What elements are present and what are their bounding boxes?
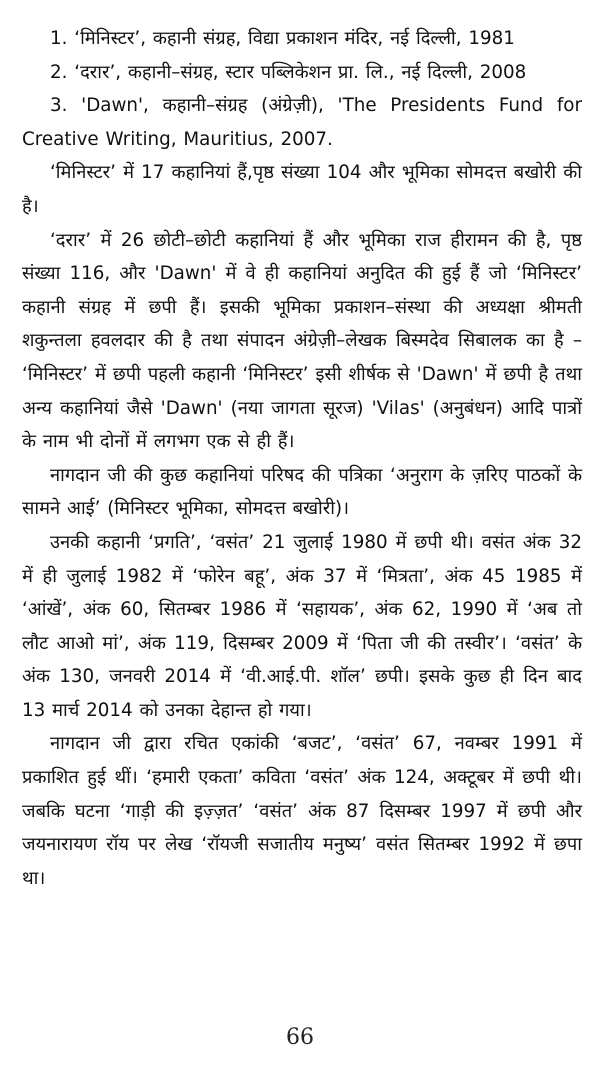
- paragraph-plays-poems: नागदान जी द्वारा रचित एकांकी ‘बजट’, ‘वसंत’ 67, नवम्बर 1991 में प्रकाशित हुई थीं। ‘हमारी एकता’ कविता ‘वसंत’ अंक 124, अक्टूबर में छपी थी। जबकि घटना ‘गाड़ी की इज़्ज़त’ ‘वसंत’ अंक 87 दिसम्बर 1997 में छपी और जयनारायण रॉय पर लेख ‘रॉयजी सजातीय मनुष्य’ वसंत सितम्बर 1992 में छपा था।: [22, 733, 582, 889]
- page-body: [22, 22, 582, 895]
- paragraph-anurag: नागदान जी की कुछ कहानियां परिषद की पत्रिका ‘अनुराग के ज़रिए पाठकों के सामने आई’ (मिनिस्टर भूमिका, सोमदत्त बखोरी)।: [22, 464, 582, 520]
- page-number: 66: [286, 1025, 314, 1050]
- paragraph-minister-summary: ‘मिनिस्टर’ में 17 कहानियां हैं,पृष्ठ संख्या 104 और भूमिका सोमदत्त बखोरी की है।: [22, 162, 582, 217]
- reference-item-3: 3. 'Dawn', कहानी–संग्रह (अंग्रेज़ी), 'The Presidents Fund for Creative Writing, Mauritius, 2007.: [22, 95, 582, 150]
- paragraph-darar-dawn: ‘दरार’ में 26 छोटी–छोटी कहानियां हैं और भूमिका राज हीरामन की है, पृष्ठ संख्या 116, और 'Dawn' में वे ही कहानियां अनुदित की हुई हैं जो ‘मिनिस्टर’ कहानी संग्रह में छपी हैं। इसकी भूमिका प्रकाशन–संस्था की अध्यक्षा श्रीमती शकुन्तला हवलदार की है तथा संपादन अंग्रेज़ी–लेखक बिस्मदेव सिबालक का है – ‘मिनिस्टर’ में छपी पहली कहानी ‘मिनिस्टर’ इसी शीर्षक से 'Dawn' में छपी है तथा अन्य कहानियां जैसे 'Dawn' (नया जागता सूरज) 'Vilas' (अनुबंधन) आदि पात्रों के नाम भी दोनों में लगभग एक से ही हैं।: [22, 229, 582, 453]
- paragraph-vasant-stories: उनकी कहानी ‘प्रगति’, ‘वसंत’ 21 जुलाई 1980 में छपी थी। वसंत अंक 32 में ही जुलाई 1982 में ‘फोरेन बहू’, अंक 37 में ‘मित्रता’, अंक 45 1985 में ‘आंखें’, अंक 60, सितम्बर 1986 में ‘सहायक’, अंक 62, 1990 में ‘अब तो लौट आओ मां’, अंक 119, दिसम्बर 2009 में ‘पिता जी की तस्वीर’। ‘वसंत’ के अंक 130, जनवरी 2014 में ‘वी.आई.पी. शॉल’ छपी। इसके कुछ ही दिन बाद 13 मार्च 2014 को उनका देहान्त हो गया।: [22, 531, 582, 721]
- reference-item-1: 1. ‘मिनिस्टर’, कहानी संग्रह, विद्या प्रकाशन मंदिर, नई दिल्ली, 1981: [50, 28, 515, 49]
- reference-item-2: 2. ‘दरार’, कहानी–संग्रह, स्टार पब्लिकेशन प्रा. लि., नई दिल्ली, 2008: [50, 61, 527, 83]
